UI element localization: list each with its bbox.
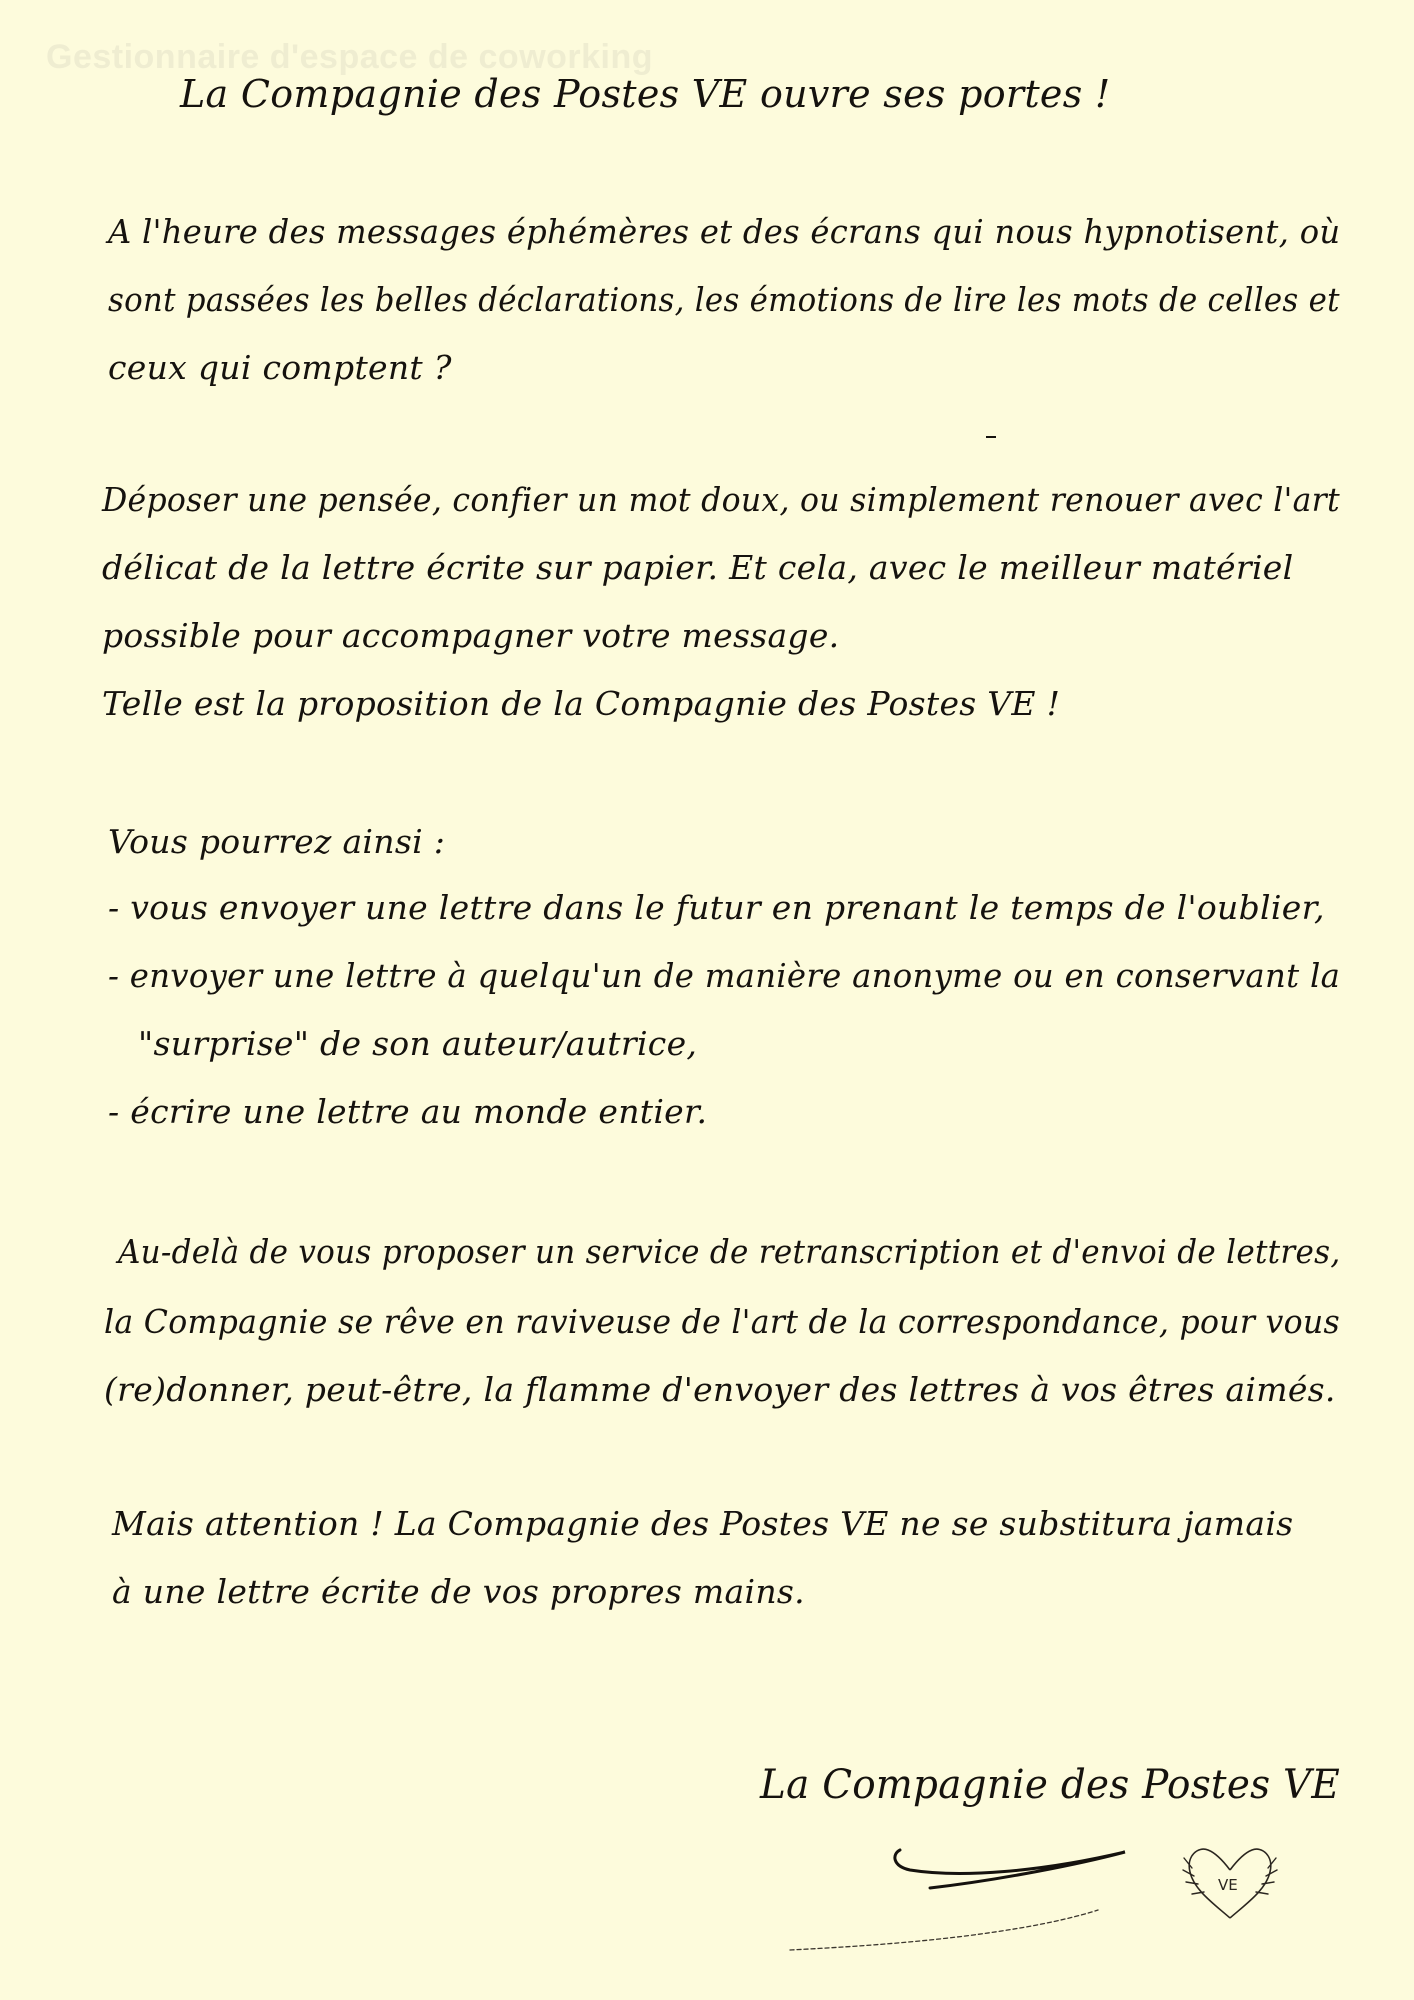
paragraph-4-line-1: Mais attention ! La Compagnie des Postes VE ne se substitura jamais [112, 1504, 1294, 1543]
list-intro: Vous pourrez ainsi : [108, 822, 446, 861]
list-item-1: - vous envoyer une lettre dans le futur en prenant le temps de l'oublier, [108, 888, 1325, 927]
logo-text: VE [1218, 1876, 1238, 1894]
hands-heart-logo [1180, 1836, 1280, 1926]
list-item-3: - écrire une lettre au monde entier. [108, 1092, 708, 1131]
ink-dash [986, 436, 996, 438]
paragraph-3-line-2: la Compagnie se rêve en raviveuse de l'art de la correspondance, pour vous [104, 1302, 1340, 1341]
paragraph-3-line-3: (re)donner, peut-être, la flamme d'envoyer des lettres à vos êtres aimés. [104, 1370, 1336, 1409]
watermark: Gestionnaire d'espace de coworking [46, 38, 654, 76]
paragraph-3-line-1: Au-delà de vous proposer un service de retranscription et d'envoi de lettres, [118, 1232, 1341, 1271]
letter-title: La Compagnie des Postes VE ouvre ses portes ! [180, 72, 1111, 116]
signature-flourish [780, 1830, 1160, 1970]
paragraph-4-line-2: à une lettre écrite de vos propres mains. [112, 1572, 805, 1611]
paragraph-2-line-4: Telle est la proposition de la Compagnie des Postes VE ! [102, 684, 1061, 723]
paragraph-2-line-2: délicat de la lettre écrite sur papier. Et cela, avec le meilleur matériel [102, 548, 1294, 587]
list-item-2: - envoyer une lettre à quelqu'un de manière anonyme ou en conservant la [108, 956, 1341, 995]
signature-text: La Compagnie des Postes VE [760, 1762, 1341, 1808]
paragraph-1-line-3: ceux qui comptent ? [108, 348, 452, 387]
list-item-2-continuation: "surprise" de son auteur/autrice, [138, 1024, 698, 1063]
paragraph-1-line-2: sont passées les belles déclarations, les émotions de lire les mots de celles et [108, 280, 1340, 319]
paragraph-2-line-1: Déposer une pensée, confier un mot doux, ou simplement renouer avec l'art [102, 480, 1340, 519]
paragraph-2-line-3: possible pour accompagner votre message. [102, 616, 840, 655]
paragraph-1-line-1: A l'heure des messages éphémères et des écrans qui nous hypnotisent, où [108, 212, 1341, 251]
